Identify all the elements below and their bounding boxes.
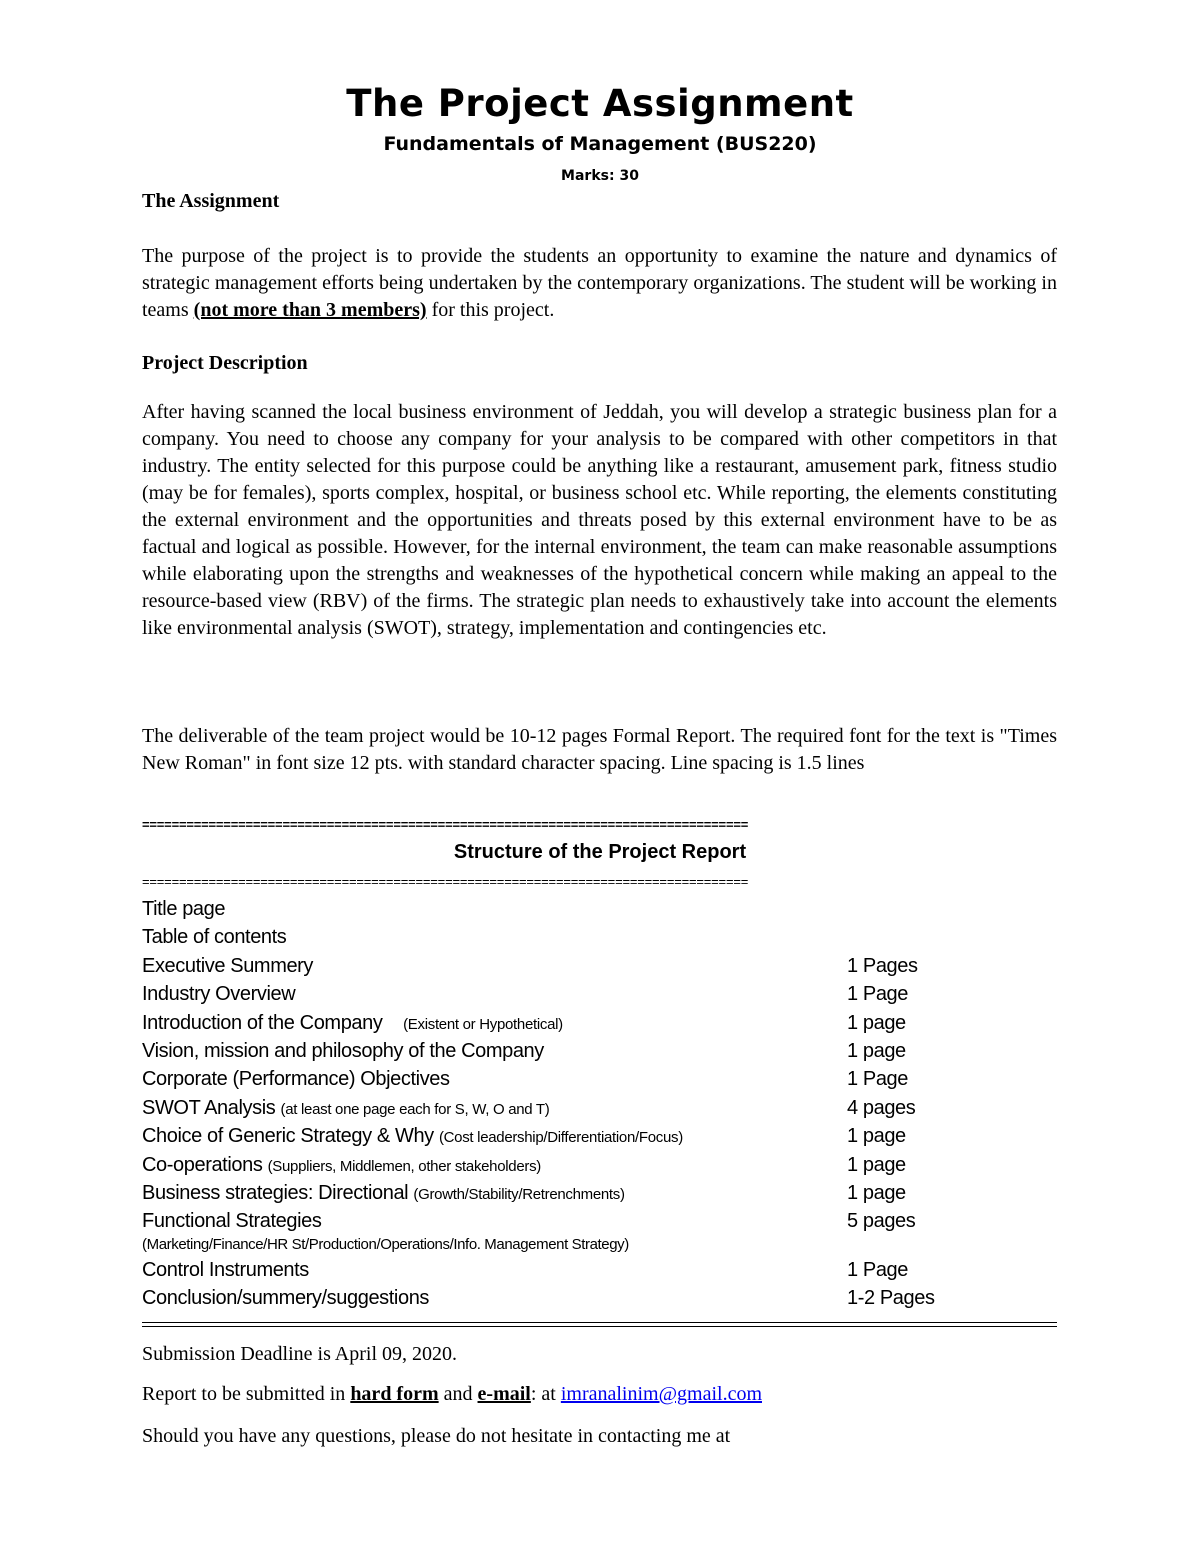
list-item bbox=[142, 1256, 1057, 1284]
submission-instructions bbox=[142, 1383, 762, 1406]
item-label: Executive Summery bbox=[142, 954, 314, 977]
item-label: Table of contents bbox=[142, 926, 287, 949]
assignment-text-before: The purpose of the project is to provide the students an opportunity to examine the nature and dynamics of strategic management efforts being undertaken by the contemporary organizations. The student will be working in teams bbox=[142, 245, 1057, 321]
list-item bbox=[142, 980, 1057, 1008]
description-paragraph: After having scanned the local business environment of Jeddah, you will develop a strategic business plan for a company. You need to choose any company for your analysis to be compared with other competitors in that industry. The entity selected for this purpose could be anything like a restaurant, amusement park, fitness studio (may be for females), sports complex, hospital, or business school etc. While reporting, the elements constituting the external environment and the opportunities and threats posed by this external environment have to be as factual and logical as possible. However, for the internal environment, the team can make reasonable assumptions while elaborating upon the strengths and weaknesses of the hypothetical concern while making an appeal to the resource-based view (RBV) of the firms. The strategic plan needs to exhaustively take into account the elements like environmental analysis (SWOT), strategy, implementation and contingencies etc. bbox=[142, 401, 1057, 639]
assignment-heading: The Assignment bbox=[142, 190, 280, 212]
submission-deadline: Submission Deadline is April 09, 2020. bbox=[142, 1343, 457, 1365]
item-label: Conclusion/summery/suggestions bbox=[142, 1287, 430, 1310]
item-pages: 1 page bbox=[847, 1153, 906, 1176]
list-item bbox=[142, 1151, 1057, 1179]
list-item bbox=[142, 1094, 1057, 1122]
item-pages: 1 page bbox=[847, 1181, 906, 1204]
marks-label: Marks: 30 bbox=[561, 168, 639, 184]
item-note: (Cost leadership/Differentiation/Focus) bbox=[438, 1129, 683, 1147]
list-item bbox=[142, 1179, 1057, 1207]
course-subtitle: Fundamentals of Management (BUS220) bbox=[383, 133, 817, 155]
structure-title: Structure of the Project Report bbox=[453, 841, 747, 863]
item-pages: 1-2 Pages bbox=[847, 1287, 935, 1310]
list-item bbox=[142, 1207, 1057, 1235]
item-pages: 1 Page bbox=[847, 983, 908, 1006]
item-label: SWOT Analysis bbox=[142, 1096, 276, 1119]
item-label: Title page bbox=[142, 898, 226, 920]
and-text: and bbox=[438, 1383, 478, 1405]
hard-form-label: hard form bbox=[350, 1383, 439, 1405]
item-pages: 4 pages bbox=[847, 1096, 916, 1119]
email-link[interactable]: imranalinim@gmail.com bbox=[560, 1383, 762, 1405]
deliverable-paragraph: The deliverable of the team project would be 10-12 pages Formal Report. The required font for the text is "Times New Roman" in font size 12 pts. with standard character spacing. Line spacing is 1.5 lines bbox=[142, 725, 1057, 774]
item-pages: 1 page bbox=[847, 1011, 906, 1034]
list-item bbox=[142, 952, 1057, 980]
separator-top: ================================================================================== bbox=[142, 818, 749, 832]
item-label: Business strategies: Directional bbox=[142, 1181, 409, 1204]
questions-text: Should you have any questions, please do not hesitate in contacting me at bbox=[142, 1425, 731, 1447]
list-item bbox=[142, 895, 1057, 923]
item-note: (Existent or Hypothetical) bbox=[403, 1015, 563, 1033]
structure-list bbox=[142, 895, 1057, 1312]
item-label: Control Instruments bbox=[142, 1258, 309, 1281]
item-label: Introduction of the Company bbox=[142, 1011, 383, 1034]
page-title: The Project Assignment bbox=[346, 82, 854, 125]
list-item bbox=[142, 1284, 1057, 1312]
list-item bbox=[142, 1065, 1057, 1093]
item-pages: 1 Page bbox=[847, 1258, 908, 1281]
item-label: Corporate (Performance) Objectives bbox=[142, 1068, 450, 1091]
submit-prefix: Report to be submitted in bbox=[142, 1383, 351, 1405]
description-heading: Project Description bbox=[142, 352, 308, 374]
item-label: Industry Overview bbox=[142, 983, 296, 1006]
at-text: : at bbox=[530, 1383, 561, 1405]
assignment-paragraph bbox=[142, 243, 1057, 324]
list-item bbox=[142, 1122, 1057, 1150]
item-pages: 1 Page bbox=[847, 1068, 908, 1091]
list-item bbox=[142, 1037, 1057, 1065]
functional-sub-note: (Marketing/Finance/HR St/Production/Operations/Info. Management Strategy) bbox=[142, 1235, 629, 1253]
item-label: Functional Strategies bbox=[142, 1210, 322, 1233]
item-pages: 1 Pages bbox=[847, 954, 918, 977]
item-label: Vision, mission and philosophy of the Company bbox=[142, 1039, 544, 1062]
assignment-text-after: for this project. bbox=[426, 299, 555, 321]
item-label: Co-operations bbox=[142, 1153, 263, 1176]
separator-bottom: ================================================================================== bbox=[142, 875, 749, 889]
item-label: Choice of Generic Strategy & Why bbox=[142, 1125, 434, 1148]
list-item bbox=[142, 1009, 1057, 1037]
item-pages: 1 page bbox=[847, 1039, 906, 1062]
list-item bbox=[142, 923, 1057, 951]
item-note: (at least one page each for S, W, O and T) bbox=[280, 1100, 550, 1118]
item-note: (Suppliers, Middlemen, other stakeholders) bbox=[267, 1157, 541, 1175]
double-rule bbox=[142, 1322, 1057, 1327]
item-pages: 5 pages bbox=[847, 1210, 916, 1233]
item-note: (Growth/Stability/Retrenchments) bbox=[413, 1185, 625, 1203]
item-pages: 1 page bbox=[847, 1125, 906, 1148]
team-size-emphasis: (not more than 3 members) bbox=[193, 299, 427, 321]
email-label: e-mail bbox=[477, 1383, 531, 1405]
